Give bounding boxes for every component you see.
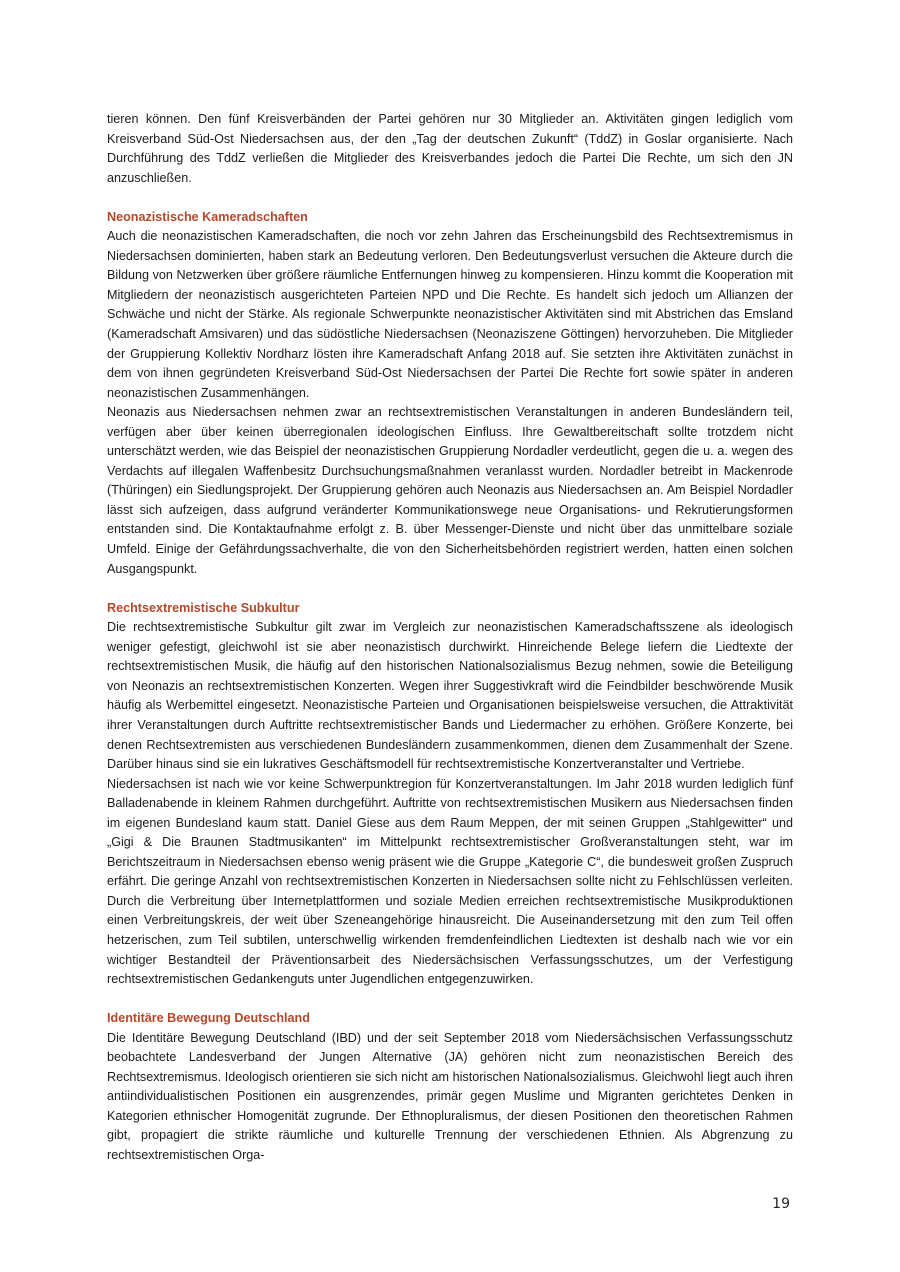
intro-paragraph: tieren können. Den fünf Kreisverbänden der Partei gehören nur 30 Mitglieder an. Aktivitäten gingen lediglich vom Kreisverband Süd-Ost Niedersachsen aus, der den „Tag der deutschen Zukunft“ (TddZ) in Goslar organisierte. Nach Durchführung des TddZ verließen die Mitglieder des Kreisverbandes jedoch die Partei Die Rechte, um sich den JN anzuschließen. [107, 112, 793, 185]
body-paragraph: Die Identitäre Bewegung Deutschland (IBD) und der seit September 2018 vom Niedersächsischen Verfassungsschutz beobachtete Landesverband der Jungen Alternative (JA) gehören nicht zum neonazistischen Bereich des Rechtsextremismus. Ideologisch orientieren sie sich nicht am historischen Nationalsozialismus. Gleichwohl liegt auch ihren antiindividualistischen Positionen ein ausgrenzendes, primär gegen Muslime und Migranten gerichtetes Denken in Kategorien ethnischer Homogenität zugrunde. Der Ethnopluralismus, der diesen Positionen den theoretischen Rahmen gibt, propagiert die strikte räumliche und kulturelle Trennung der verschiedenen Ethnien. Als Abgrenzung zu rechtsextremistischen Orga- [107, 1030, 793, 1162]
section-gap [107, 188, 793, 208]
body-paragraph: Neonazis aus Niedersachsen nehmen zwar an rechtsextremistischen Veranstaltungen in anderen Bundesländern teil, verfügen aber über keinen überregionalen ideologischen Einfluss. Ihre Gewaltbereitschaft sollte trotzdem nicht unterschätzt werden, wie das Beispiel der neonazistischen Gruppierung Nordadler verdeutlicht, gegen die u. a. wegen des Verdachts auf illegalen Waffenbesitz Durchsuchungsmaßnahmen veranlasst wurden. Nordadler betreibt in Mackenrode (Thüringen) ein Siedlungsprojekt. Der Gruppierung gehören auch Neonazis aus Niedersachsen an. Am Beispiel Nordadler lässt sich aufzeigen, dass aufgrund veränderter Kommunikationswege neue Organisations- und Rekrutierungsformen entstanden sind. Die Kontaktaufnahme erfolgt z. B. über Messenger-Dienste und nicht über das unmittelbare soziale Umfeld. Einige der Gefährdungssachverhalte, die von den Sicherheitsbehörden registriert werden, hatten einen solchen Ausgangspunkt. [107, 405, 793, 576]
document-body [107, 110, 793, 1166]
section-subkultur [107, 599, 793, 990]
section-gap [107, 579, 793, 599]
body-paragraph: Die rechtsextremistische Subkultur gilt zwar im Vergleich zur neonazistischen Kameradschaftsszene als ideologisch weniger gefestigt, gleichwohl ist sie aber neonazistisch durchwirkt. Hinreichende Belege liefern die Liedtexte der rechtsextremistischen Musik, die häufig auf den historischen Nationalsozialismus Bezug nehmen, sowie die Beteiligung von Neonazis an rechtsextremistischen Konzerten. Wegen ihrer Suggestivkraft wird die Feindbilder beschwörende Musik häufig als Werbemittel eingesetzt. Neonazistische Parteien und Organisationen beispielsweise versuchen, die Attraktivität ihrer Veranstaltungen durch Auftritte rechtsextremistischer Bands und Liedermacher zu erhöhen. Größere Konzerte, bei denen Rechtsextremisten aus verschiedenen Bundesländern zusammenkommen, dienen dem Zusammenhalt der Szene. Darüber hinaus sind sie ein lukratives Geschäftsmodell für rechtsextremistische Konzertveranstalter und Vertriebe. [107, 620, 793, 772]
section-identitaere-bewegung [107, 1009, 793, 1165]
section-gap [107, 990, 793, 1010]
body-paragraph: Auch die neonazistischen Kameradschaften, die noch vor zehn Jahren das Erscheinungsbild des Rechtsextremismus in Niedersachsen dominierten, haben stark an Bedeutung verloren. Den Bedeutungsverlust versuchen die Akteure durch die Bildung von Netzwerken über größere räumliche Entfernungen hinweg zu kompensieren. Hinzu kommt die Kooperation mit Mitgliedern der neonazistisch ausgerichteten Parteien NPD und Die Rechte. Es handelt sich jedoch um Allianzen der Schwäche und nicht der Stärke. Als regionale Schwerpunkte neonazistischer Aktivitäten sind mit Abstrichen das Emsland (Kameradschaft Amsivaren) und das südöstliche Niedersachsen (Neonaziszene Göttingen) hervorzuheben. Die Mitglieder der Gruppierung Kollektiv Nordharz lösten ihre Kameradschaft Anfang 2018 auf. Sie setzten ihre Aktivitäten zunächst in dem von ihnen gegründeten Kreisverband Süd-Ost Niedersachsen der Partei Die Rechte fort sowie später in anderen neonazistischen Zusammenhängen. [107, 229, 793, 400]
page-number: 19 [772, 1196, 790, 1212]
section-heading: Rechtsextremistische Subkultur [107, 600, 300, 615]
body-paragraph: Niedersachsen ist nach wie vor keine Schwerpunktregion für Konzertveranstaltungen. Im Jahr 2018 wurden lediglich fünf Balladenabende in kleinem Rahmen durchgeführt. Auftritte von rechtsextremistischen Musikern aus Niedersachsen finden im eigenen Bundesland kaum statt. Daniel Giese aus dem Raum Meppen, der mit seinen Gruppen „Stahlgewitter“ und „Gigi & Die Braunen Stadtmusikanten“ im Mittelpunkt rechtsextremistischer Großveranstaltungen steht, war im Berichtszeitraum in Niedersachsen ebenso wenig präsent wie die Gruppe „Kategorie C“, die bundesweit großen Zuspruch erfährt. Die geringe Anzahl von rechtsextremistischen Konzerten in Niedersachsen sollte nicht zu Fehlschlüssen verleiten. Durch die Verbreitung über Internetplattformen und soziale Medien erreichen rechtsextremistische Musikproduktionen einen Verbreitungskreis, der weit über Szeneangehörige hinausreicht. Die Auseinandersetzung mit den zum Teil offen hetzerischen, zum Teil subtilen, unterschwellig wirkenden fremdenfeindlichen Liedtexten ist deshalb nach wie vor ein wichtiger Bestandteil der Präventionsarbeit des Niedersächsischen Verfassungsschutzes, um der Verfestigung rechtsextremistischen Gedankenguts unter Jugendlichen entgegenzuwirken. [107, 776, 793, 987]
section-heading: Identitäre Bewegung Deutschland [107, 1011, 310, 1026]
section-heading: Neonazistische Kameradschaften [107, 209, 308, 224]
section-kameradschaften [107, 208, 793, 579]
